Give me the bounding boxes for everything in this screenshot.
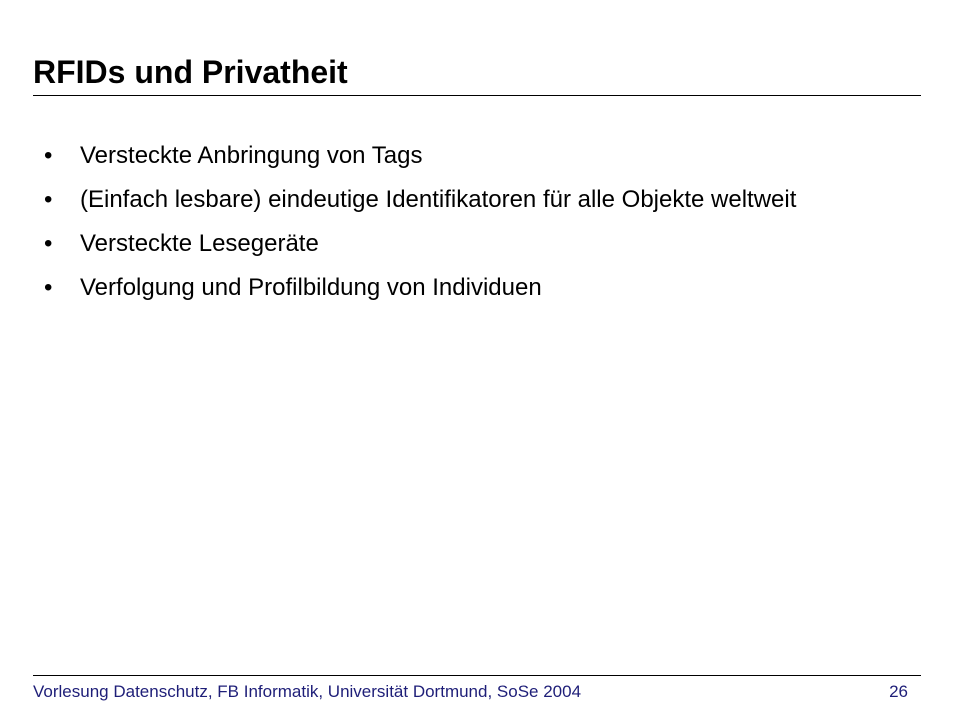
bullet-text: Versteckte Anbringung von Tags xyxy=(80,142,423,169)
bullet-item xyxy=(44,184,874,216)
bullet-dot-icon: • xyxy=(44,142,53,169)
bullet-item xyxy=(44,140,874,172)
bullet-item xyxy=(44,272,874,304)
footer-text: Vorlesung Datenschutz, FB Informatik, Universität Dortmund, SoSe 2004 xyxy=(33,682,582,701)
footer-divider xyxy=(33,675,921,676)
bullet-text: Versteckte Lesegeräte xyxy=(80,230,319,257)
slide-title: RFIDs und Privatheit xyxy=(33,54,348,90)
bullet-list xyxy=(44,140,874,316)
bullet-item xyxy=(44,228,874,260)
bullet-text: (Einfach lesbare) eindeutige Identifikatoren für alle Objekte weltweit xyxy=(80,186,797,213)
title-divider xyxy=(33,95,921,96)
bullet-dot-icon: • xyxy=(44,230,53,257)
bullet-dot-icon: • xyxy=(44,274,53,301)
page-number: 26 xyxy=(889,682,908,701)
bullet-text: Verfolgung und Profilbildung von Individuen xyxy=(80,274,542,301)
bullet-dot-icon: • xyxy=(44,186,53,213)
